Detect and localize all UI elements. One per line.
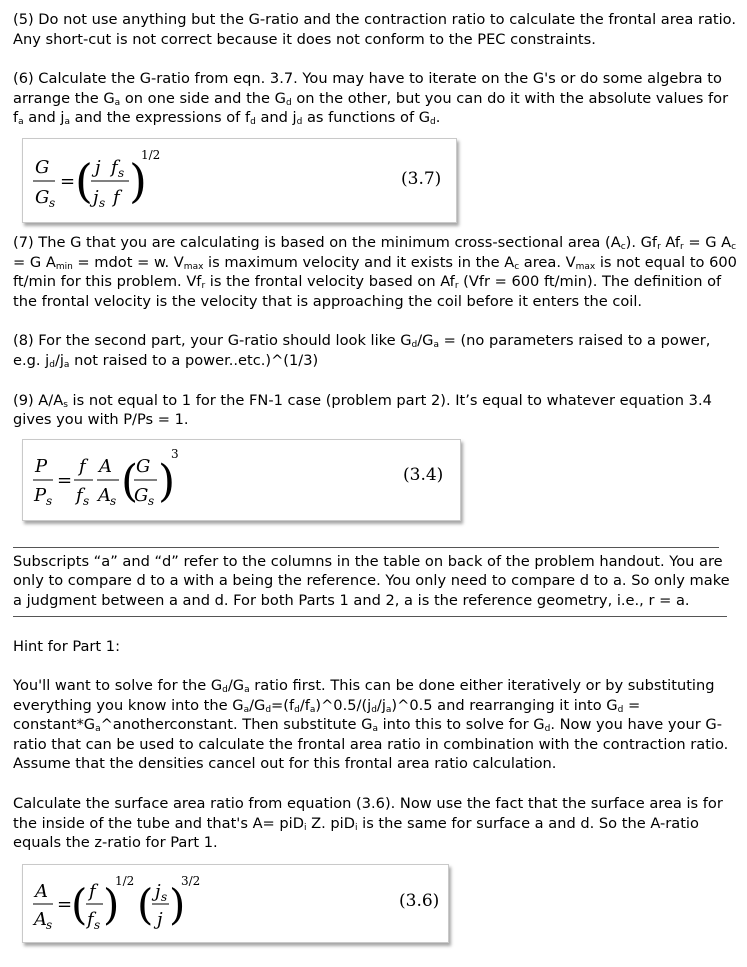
eq36-left-paren-1: (	[71, 879, 88, 929]
eq34-exponent: 3	[171, 446, 179, 461]
eq36-exponent-2: 3/2	[181, 873, 201, 888]
eq37-den-f: f	[113, 186, 120, 208]
eq37-exponent: 1/2	[141, 147, 161, 162]
subscripts-note: Subscripts “a” and “d” refer to the columns in the table on back of the problem handout. You are only to compare d to a with a being the reference. You only need to compare d to a. So only make a judgment between a and d. For both Parts 1 and 2, a is the reference geometry, i.e., r = a.	[13, 552, 730, 609]
eq37-lhs-sub: s	[49, 195, 56, 210]
eq36-den-j: j	[157, 908, 163, 930]
svg-text:s: s	[110, 493, 117, 508]
eq34-num-A: A	[99, 455, 112, 477]
eq37-equals: =	[60, 170, 76, 192]
eq34-den-fs: f	[76, 484, 83, 506]
eq37-lhs-denominator: G	[35, 186, 50, 208]
eq37-num-j: j	[95, 156, 101, 178]
eq34-num-f: f	[79, 455, 86, 477]
svg-text:s: s	[99, 195, 106, 210]
eq36-equals: =	[57, 893, 73, 915]
eq34-den-Gs: G	[134, 484, 149, 506]
equation-3-6	[22, 864, 449, 943]
eq34-den-As: A	[98, 484, 111, 506]
eq36-right-paren-1: )	[103, 879, 120, 929]
paragraph-8: (8) For the second part, your G-ratio should look like $G_d/G_a = (no$ parameters raised to a power, e.g. $j_d/j_a$ not raised to a power..etc.)^(1/3)	[13, 332, 711, 370]
hint-paragraph-1: You'll want to solve for the $G_d/G_a$ ratio first. This can be done either iteratively or by substituting everything you know into the $G_a/G_d=(f_d/f_a)\^{}0.5/(j_d/j_a)\^{}0.5$ and rearranging it into $G_d$ = $constant*G_a\^{}anotherconstant$. Then substitute $G_a$ into this to solve for $G_d$. Now you have your G-ratio that can be used to calculate the frontal area ratio in combination with the contraction ratio. Assume that the densities cancel out for this frontal area ratio calculation.	[13, 677, 729, 773]
paragraph-9: (9) $A/A_s$ is not equal to 1 for the FN-1 case (problem part 2). It’s equal to whatever equation 3.4 gives you with P/Ps = 1.	[13, 391, 712, 429]
eq36-den-fs: f	[87, 908, 94, 930]
eq34-right-paren: )	[158, 455, 176, 507]
svg-text:s: s	[83, 493, 90, 508]
eq36-num-js: j	[155, 880, 161, 902]
document-page	[13, 10, 737, 953]
eq34-lhs-denominator: P	[34, 484, 47, 506]
eq34-num-G: G	[136, 455, 151, 477]
eq34-lhs-numerator: P	[35, 455, 48, 477]
eq36-right-paren-2: )	[169, 879, 186, 929]
eq36-exponent-1: 1/2	[115, 873, 135, 888]
eq36-left-paren-2: (	[137, 879, 154, 929]
svg-text:s: s	[118, 165, 125, 180]
paragraph-7: (7) The G that you are calculating is based on the minimum cross-sectional area $(A_c)$. $Gf_r$ $Af_r = G$ $A_c = G$ $A_{min}$ = mdot = w. $V_{max}$ is maximum velocity and it exists in the $A_c$ area. $V_{max}$ is not equal to 600 ft/min for this problem. $Vf_r$ is the frontal velocity based on $Af_r$ (Vfr = 600 ft/min). The definition of the frontal velocity is the velocity that is approaching the coil before it enters the coil.	[13, 233, 737, 310]
eq37-den-js: j	[93, 186, 99, 208]
hint-title: Hint for Part 1:	[13, 637, 120, 655]
eq37-left-paren: (	[75, 153, 93, 208]
svg-text:s: s	[94, 917, 101, 932]
equation-3-7-formula	[23, 139, 273, 222]
equation-3-6-formula	[23, 865, 273, 942]
equation-3-4	[22, 439, 461, 521]
equation-3-6-number: (3.6)	[399, 890, 440, 911]
eq37-right-paren: )	[129, 153, 147, 208]
paragraph-6: (6) Calculate the G-ratio from eqn. 3.7. You may have to iterate on the G's or do some algebra to arrange the $G_a$ on one side and the $G_d$ on the other, but you can do it with the absolute values for $f_a$ and $j_a$ and the expressions of $f_d$ and $j_d$ as functions of $G_d$.	[13, 70, 729, 128]
svg-text:s: s	[46, 917, 53, 932]
equation-3-7	[22, 138, 457, 223]
eq37-num-fs: f	[111, 156, 118, 178]
eq36-lhs-denominator: A	[34, 908, 47, 930]
eq37-lhs-numerator: G	[35, 156, 50, 178]
eq36-lhs-numerator: A	[35, 880, 48, 902]
equation-3-4-number: (3.4)	[403, 464, 444, 485]
eq34-equals: =	[57, 469, 73, 491]
equation-3-7-number: (3.7)	[401, 168, 442, 189]
svg-text:s: s	[161, 889, 168, 904]
paragraph-5: (5) Do not use anything but the G-ratio and the contraction ratio to calculate the frontal area ratio. Any short-cut is not correct because it does not conform to the PEC constraints.	[13, 11, 736, 48]
equation-3-4-formula	[23, 440, 273, 520]
svg-text:s: s	[46, 493, 53, 508]
svg-text:s: s	[148, 493, 155, 508]
eq36-num-f: f	[89, 880, 96, 902]
eq34-left-paren: (	[121, 455, 139, 507]
hint-paragraph-2: Calculate the surface area ratio from equation (3.6). Now use the fact that the surface area is for the inside of the tube and that's A= piD$_i$ Z. piD$_i$ is the same for surface a and d. So the A-ratio equals the z-ratio for Part 1.	[13, 795, 723, 852]
